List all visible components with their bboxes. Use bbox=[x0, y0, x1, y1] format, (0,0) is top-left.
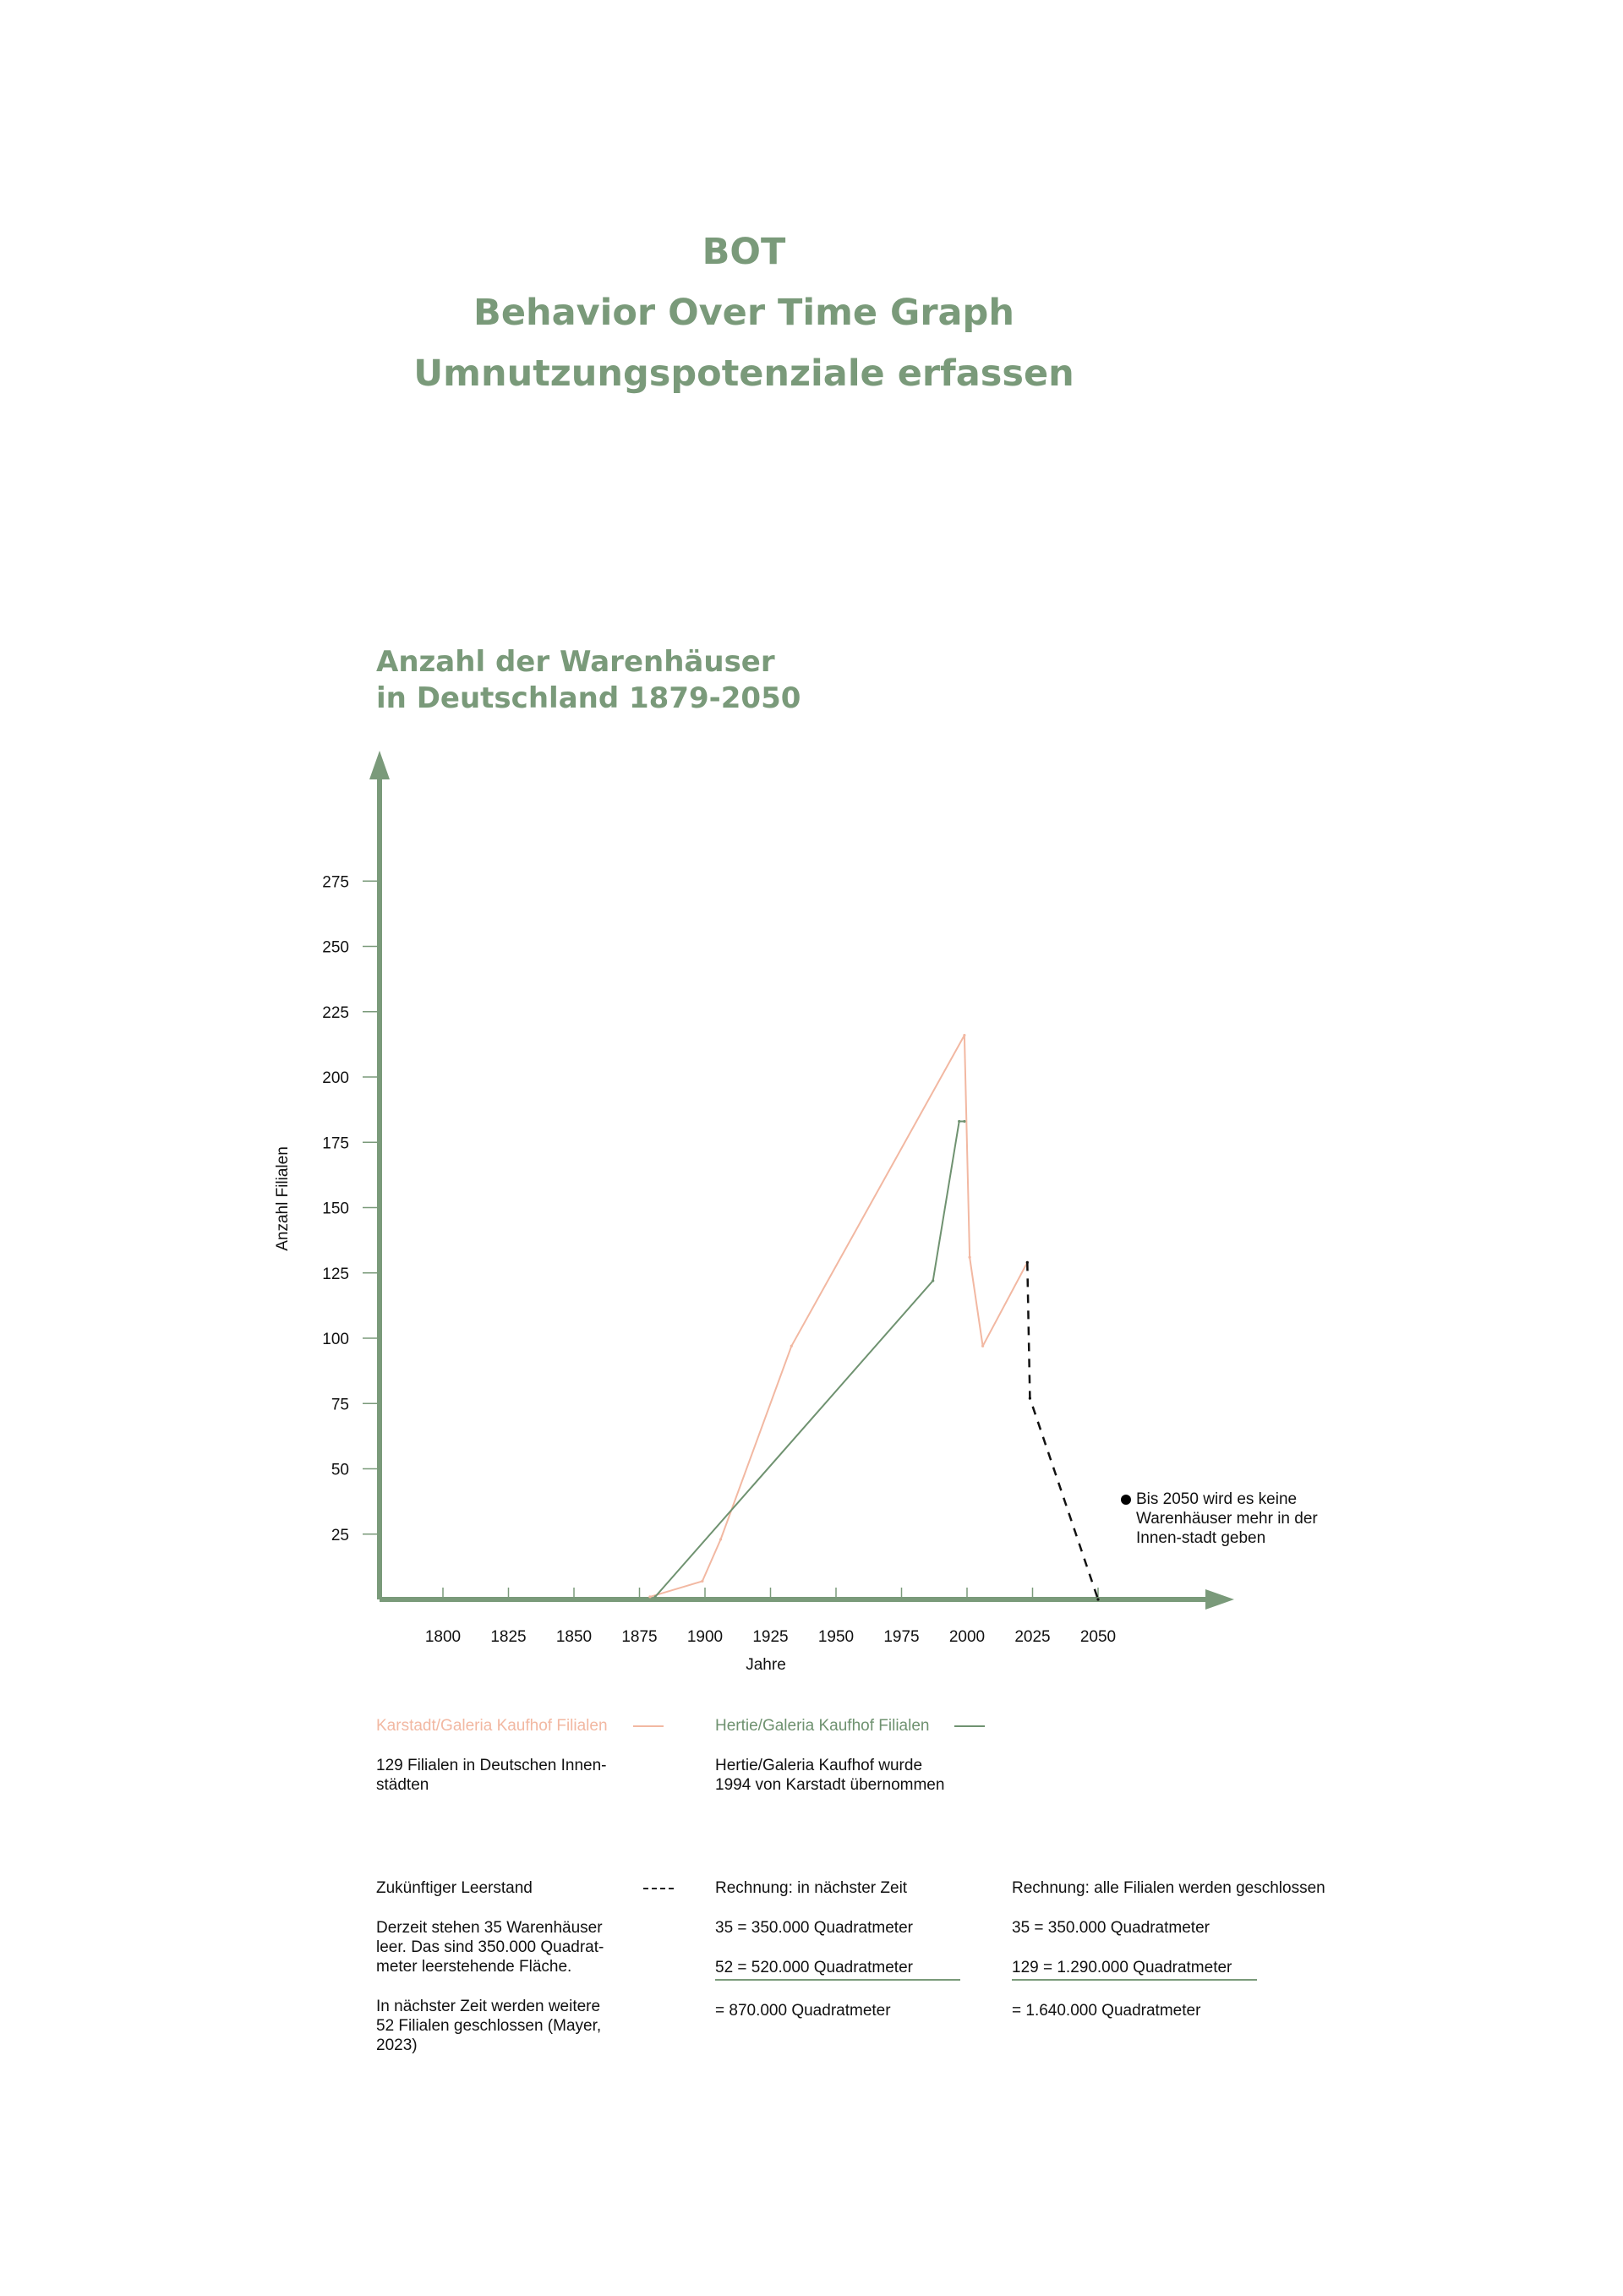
header-subtitle: Behavior Over Time Graph bbox=[473, 292, 1014, 334]
leerstand-para1-line-3: meter leerstehende Fläche. bbox=[376, 1958, 572, 1976]
chart-title-line-1: Anzahl der Warenhäuser bbox=[376, 645, 775, 679]
x-axis-arrow bbox=[1205, 1589, 1234, 1610]
leerstand-para2-line-2: 52 Filialen geschlossen (Mayer, bbox=[376, 2017, 602, 2035]
legend-leerstand-label: Zukünftiger Leerstand bbox=[376, 1879, 533, 1897]
y-tick-label-125: 125 bbox=[322, 1265, 349, 1283]
y-tick-label-75: 75 bbox=[331, 1396, 349, 1414]
calc-next-line-1: 35 = 350.000 Quadratmeter bbox=[715, 1919, 913, 1937]
y-tick-label-175: 175 bbox=[322, 1134, 349, 1153]
series-line-0 bbox=[650, 1036, 1027, 1597]
header-title-bot: BOT bbox=[702, 231, 786, 273]
series-0-point-2 bbox=[719, 1538, 722, 1540]
legend-karstadt-label: Karstadt/Galeria Kaufhof Filialen bbox=[376, 1717, 608, 1735]
x-tick-label-1825: 1825 bbox=[490, 1628, 527, 1646]
y-tick-label-200: 200 bbox=[322, 1069, 349, 1087]
series-line-1 bbox=[655, 1122, 965, 1597]
x-tick-label-1900: 1900 bbox=[686, 1628, 724, 1646]
series-0-point-5 bbox=[969, 1256, 971, 1259]
series-line-2 bbox=[1027, 1262, 1098, 1599]
annotation-dot bbox=[1121, 1495, 1131, 1505]
y-tick-label-100: 100 bbox=[322, 1331, 349, 1348]
legend-hertie-label: Hertie/Galeria Kaufhof Filialen bbox=[715, 1717, 930, 1735]
x-tick-label-1875: 1875 bbox=[621, 1628, 658, 1646]
x-tick-label-1975: 1975 bbox=[883, 1628, 920, 1646]
x-tick-label-1950: 1950 bbox=[817, 1628, 855, 1646]
x-axis-title: Jahre bbox=[746, 1656, 786, 1674]
leerstand-para2-line-1: In nächster Zeit werden weitere bbox=[376, 1998, 601, 2015]
legend-karstadt-note-2: städten bbox=[376, 1776, 429, 1794]
x-tick-label-1850: 1850 bbox=[555, 1628, 593, 1646]
x-tick-label-1800: 1800 bbox=[424, 1628, 462, 1646]
chart-annotation bbox=[1136, 1490, 1331, 1548]
series-2-point-1 bbox=[1029, 1397, 1031, 1399]
annotation-text: Bis 2050 wird es keine Warenhäuser mehr in der Innen-stadt geben bbox=[1136, 1490, 1318, 1547]
legend-leerstand-swatch bbox=[643, 1888, 674, 1889]
x-tick-label-2000: 2000 bbox=[948, 1628, 986, 1646]
calc-all-total: = 1.640.000 Quadratmeter bbox=[1012, 2002, 1201, 2020]
legend-hertie-swatch bbox=[954, 1725, 985, 1727]
calc-next-total: = 870.000 Quadratmeter bbox=[715, 2002, 891, 2020]
calc-next-title: Rechnung: in nächster Zeit bbox=[715, 1879, 908, 1897]
header-topic: Umnutzungspotenziale erfassen bbox=[413, 353, 1074, 395]
calc-all bbox=[1012, 1878, 1367, 2020]
series-2-point-0 bbox=[1026, 1261, 1029, 1264]
leerstand-para2-line-3: 2023) bbox=[376, 2036, 418, 2054]
y-tick-label-50: 50 bbox=[331, 1461, 349, 1479]
legend-karstadt bbox=[376, 1716, 697, 1795]
legend-leerstand bbox=[376, 1878, 697, 2055]
legend-hertie-note-2: 1994 von Karstadt übernommen bbox=[715, 1776, 945, 1794]
y-tick-label-250: 250 bbox=[322, 938, 349, 957]
y-axis-title: Anzahl Filialen bbox=[274, 1146, 292, 1251]
y-tick-label-275: 275 bbox=[322, 873, 349, 892]
series-1-point-2 bbox=[958, 1120, 960, 1123]
series-layer bbox=[648, 1034, 1131, 1601]
calc-all-line-2: 129 = 1.290.000 Quadratmeter bbox=[1012, 1958, 1257, 1981]
series-0-point-4 bbox=[963, 1034, 965, 1036]
legend-hertie-note-1: Hertie/Galeria Kaufhof wurde bbox=[715, 1757, 923, 1774]
series-1-point-1 bbox=[932, 1279, 934, 1282]
x-tick-label-2025: 2025 bbox=[1014, 1628, 1051, 1646]
series-0-point-3 bbox=[790, 1345, 793, 1348]
y-tick-label-25: 25 bbox=[331, 1526, 349, 1544]
y-axis-arrow bbox=[369, 751, 390, 779]
x-tick-label-2050: 2050 bbox=[1079, 1628, 1117, 1646]
calc-next bbox=[715, 1878, 1003, 2020]
x-tick-label-1925: 1925 bbox=[752, 1628, 789, 1646]
calc-all-title: Rechnung: alle Filialen werden geschlossen bbox=[1012, 1879, 1325, 1897]
series-1-point-3 bbox=[963, 1120, 965, 1123]
series-1-point-0 bbox=[654, 1595, 657, 1598]
leerstand-para1-line-1: Derzeit stehen 35 Warenhäuser bbox=[376, 1919, 603, 1937]
legend-karstadt-swatch bbox=[633, 1725, 664, 1727]
axes bbox=[322, 751, 1234, 1646]
y-tick-label-225: 225 bbox=[322, 1003, 349, 1022]
series-0-point-1 bbox=[701, 1580, 703, 1583]
legend-hertie bbox=[715, 1716, 1070, 1795]
leerstand-para1-line-2: leer. Das sind 350.000 Quadrat- bbox=[376, 1938, 604, 1956]
y-tick-label-150: 150 bbox=[322, 1200, 349, 1218]
series-2-point-2 bbox=[1096, 1598, 1099, 1600]
calc-all-line-1: 35 = 350.000 Quadratmeter bbox=[1012, 1919, 1210, 1937]
chart-title-line-2: in Deutschland 1879-2050 bbox=[376, 681, 801, 715]
calc-next-line-2: 52 = 520.000 Quadratmeter bbox=[715, 1958, 960, 1981]
legend-karstadt-note-1: 129 Filialen in Deutschen Innen- bbox=[376, 1757, 607, 1774]
series-0-point-6 bbox=[981, 1345, 984, 1348]
series-0-point-0 bbox=[648, 1595, 651, 1598]
